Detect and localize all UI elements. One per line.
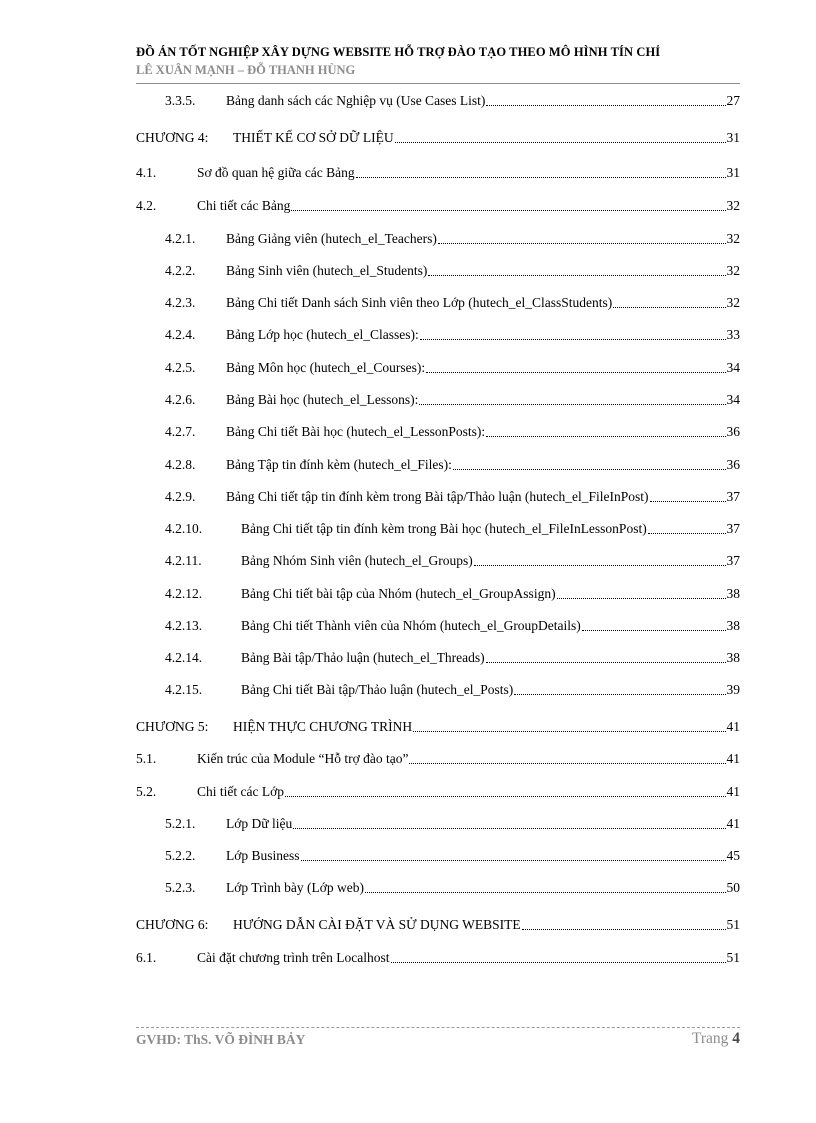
toc-entry-title: Bảng Lớp học (hutech_el_Classes): [226, 327, 419, 342]
toc-entry-title: Bảng Chi tiết Bài tập/Thảo luận (hutech_el_Posts) [241, 682, 514, 697]
toc-entry-title: HIỆN THỰC CHƯƠNG TRÌNH [233, 719, 413, 734]
toc-entry-page: 36 [726, 424, 740, 439]
toc-entry-page: 38 [726, 650, 740, 665]
toc-entry-page: 39 [726, 682, 740, 697]
toc-entry-page: 38 [726, 586, 740, 601]
toc-entry[interactable] [165, 457, 740, 473]
toc-entry-number: 4.2.5. [165, 360, 196, 375]
toc-entry[interactable] [165, 327, 740, 343]
toc-entry[interactable] [165, 521, 740, 537]
toc-entry-title: Bảng Chi tiết bài tập của Nhóm (hutech_el_GroupAssign) [241, 586, 556, 601]
toc-entry-page: 51 [726, 950, 740, 965]
toc-entry-title: Bảng Chi tiết tập tin đính kèm trong Bài tập/Thảo luận (hutech_el_FileInPost) [226, 489, 649, 504]
toc-entry[interactable] [165, 489, 740, 505]
toc-entry-title: Cài đặt chương trình trên Localhost [197, 950, 390, 965]
toc-entry-title: Bảng Sinh viên (hutech_el_Students) [226, 263, 428, 278]
toc-entry-number: 4.2.12. [165, 586, 203, 601]
toc-entry-title: Bảng Giảng viên (hutech_el_Teachers) [226, 231, 437, 246]
dot-leader [486, 105, 725, 106]
toc-entry-page: 50 [726, 880, 740, 895]
toc-entry[interactable] [136, 719, 740, 735]
toc-entry[interactable] [165, 392, 740, 408]
toc-entry-number: 4.2.15. [165, 682, 203, 697]
toc-entry[interactable] [165, 880, 740, 896]
toc-entry[interactable] [165, 231, 740, 247]
toc-entry-page: 34 [726, 360, 740, 375]
dot-leader [453, 469, 726, 470]
toc-entry[interactable] [165, 682, 740, 698]
toc-entry-title: Bảng Chi tiết Thành viên của Nhóm (hutech_el_GroupDetails) [241, 618, 581, 633]
toc-entry[interactable] [165, 618, 740, 634]
document-title: ĐỒ ÁN TỐT NGHIỆP XÂY DỰNG WEBSITE HỖ TRỢ ĐÀO TẠO THEO MÔ HÌNH TÍN CHỈ [136, 45, 661, 59]
toc-entry-page: 31 [726, 165, 740, 180]
dot-leader [522, 929, 726, 930]
dot-leader [365, 892, 725, 893]
toc-entry-page: 32 [726, 231, 740, 246]
toc-entry[interactable] [136, 198, 740, 214]
toc-entry[interactable] [165, 424, 740, 440]
toc-entry-title: Bảng Môn học (hutech_el_Courses): [226, 360, 426, 375]
toc-entry-title: Bảng danh sách các Nghiệp vụ (Use Cases List) [226, 93, 486, 108]
toc-entry-page: 38 [726, 618, 740, 633]
toc-entry-number: 4.2.2. [165, 263, 196, 278]
toc-entry-page: 32 [726, 295, 740, 310]
toc-entry-title: THIẾT KẾ CƠ SỞ DỮ LIỆU [233, 130, 394, 145]
toc-entry[interactable] [136, 130, 740, 146]
toc-entry[interactable] [136, 917, 740, 933]
toc-entry-title: Bảng Nhóm Sinh viên (hutech_el_Groups) [241, 553, 473, 568]
toc-entry-number: 4.2.1. [165, 231, 196, 246]
toc-entry-page: 33 [726, 327, 740, 342]
dot-leader [391, 962, 726, 963]
dot-leader [413, 731, 725, 732]
dot-leader [291, 210, 725, 211]
toc-entry-title: HƯỚNG DẪN CÀI ĐẶT VÀ SỬ DỤNG WEBSITE [233, 917, 521, 932]
toc-entry-title: Sơ đồ quan hệ giữa các Bảng [197, 165, 355, 180]
toc-entry-number: 4.2.4. [165, 327, 196, 342]
toc-entry-page: 32 [726, 263, 740, 278]
toc-entry-title: Lớp Trình bày (Lớp web) [226, 880, 365, 895]
toc-entry-page: 41 [726, 784, 740, 799]
dot-leader [293, 828, 725, 829]
toc-entry-page: 41 [726, 719, 740, 734]
toc-entry[interactable] [165, 586, 740, 602]
dot-leader [426, 372, 725, 373]
toc-entry[interactable] [136, 165, 740, 181]
page-number-value: 4 [732, 1030, 740, 1047]
dot-leader [486, 662, 726, 663]
toc-entry-title: Bảng Tập tin đính kèm (hutech_el_Files): [226, 457, 452, 472]
toc-entry-title: Bảng Chi tiết Danh sách Sinh viên theo Lớp (hutech_el_ClassStudents) [226, 295, 613, 310]
toc-entry-page: 31 [726, 130, 740, 145]
toc-entry-title: Chi tiết các Bảng [197, 198, 291, 213]
page-header [136, 45, 740, 78]
toc-entry-page: 37 [726, 489, 740, 504]
toc-entry-number: 5.2. [136, 784, 157, 799]
dot-leader [356, 177, 726, 178]
toc-entry[interactable] [165, 295, 740, 311]
toc-entry-number: 6.1. [136, 950, 157, 965]
toc-entry[interactable] [165, 848, 740, 864]
toc-entry-page: 51 [726, 917, 740, 932]
toc-entry-number: CHƯƠNG 6: [136, 917, 209, 932]
toc-entry-title: Kiến trúc của Module “Hỗ trợ đào tạo” [197, 751, 409, 766]
toc-entry-page: 37 [726, 553, 740, 568]
toc-entry[interactable] [165, 650, 740, 666]
toc-entry-title: Bảng Bài học (hutech_el_Lessons): [226, 392, 419, 407]
toc-entry-number: 4.2.9. [165, 489, 196, 504]
dot-leader [486, 436, 725, 437]
document-authors: LÊ XUÂN MẠNH – ĐỖ THANH HÙNG [136, 63, 356, 77]
toc-entry-page: 45 [726, 848, 740, 863]
toc-entry-title: Lớp Dữ liệu [226, 816, 293, 831]
dot-leader [474, 565, 726, 566]
dot-leader [409, 763, 725, 764]
toc-entry-page: 41 [726, 816, 740, 831]
dot-leader [438, 243, 726, 244]
advisor-name: GVHD: ThS. VÕ ĐÌNH BẢY [136, 1032, 306, 1047]
header-divider [136, 83, 740, 84]
toc-entry-page: 27 [726, 93, 740, 108]
toc-entry-number: 4.2.14. [165, 650, 203, 665]
toc-entry-number: 3.3.5. [165, 93, 196, 108]
page-label: Trang [691, 1030, 729, 1047]
dot-leader [301, 860, 726, 861]
toc-entry[interactable] [165, 816, 740, 832]
dot-leader [285, 796, 726, 797]
toc-entry-number: 4.2.10. [165, 521, 203, 536]
dot-leader [420, 339, 726, 340]
footer-divider [136, 1027, 740, 1028]
dot-leader [648, 533, 726, 534]
toc-entry-number: 4.2.13. [165, 618, 203, 633]
toc-entry-title: Bảng Bài tập/Thảo luận (hutech_el_Threads) [241, 650, 485, 665]
dot-leader [419, 404, 725, 405]
dot-leader [428, 275, 725, 276]
toc-entry-number: 4.1. [136, 165, 157, 180]
dot-leader [582, 630, 726, 631]
toc-entry-number: 5.2.2. [165, 848, 196, 863]
toc-entry-number: CHƯƠNG 5: [136, 719, 209, 734]
toc-entry-page: 34 [726, 392, 740, 407]
toc-entry-number: 5.1. [136, 751, 157, 766]
toc-entry[interactable] [136, 751, 740, 767]
dot-leader [557, 598, 726, 599]
toc-entry-number: 4.2.8. [165, 457, 196, 472]
toc-entry[interactable] [136, 950, 740, 966]
toc-entry-number: 5.2.1. [165, 816, 196, 831]
toc-entry-page: 41 [726, 751, 740, 766]
toc-entry-page: 32 [726, 198, 740, 213]
toc-entry-title: Chi tiết các Lớp [197, 784, 284, 799]
toc-entry-number: 4.2.3. [165, 295, 196, 310]
toc-entry-page: 37 [726, 521, 740, 536]
dot-leader [395, 142, 726, 143]
toc-entry[interactable] [165, 93, 740, 109]
toc-entry[interactable] [136, 784, 740, 800]
toc-entry-number: 4.2.11. [165, 553, 202, 568]
toc-entry-title: Bảng Chi tiết tập tin đính kèm trong Bài học (hutech_el_FileInLessonPost) [241, 521, 647, 536]
toc-entry-title: Bảng Chi tiết Bài học (hutech_el_LessonPosts): [226, 424, 486, 439]
toc-entry-number: 5.2.3. [165, 880, 196, 895]
dot-leader [613, 307, 725, 308]
dot-leader [650, 501, 726, 502]
toc-entry-number: 4.2.7. [165, 424, 196, 439]
toc-entry[interactable] [165, 553, 740, 569]
toc-entry-number: 4.2. [136, 198, 157, 213]
toc-entry-number: CHƯƠNG 4: [136, 130, 209, 145]
toc-entry[interactable] [165, 263, 740, 279]
toc-entry-number: 4.2.6. [165, 392, 196, 407]
toc-entry-page: 36 [726, 457, 740, 472]
toc-entry-title: Lớp Business [226, 848, 300, 863]
toc-entry[interactable] [165, 360, 740, 376]
page-number [692, 1030, 740, 1048]
dot-leader [514, 694, 725, 695]
